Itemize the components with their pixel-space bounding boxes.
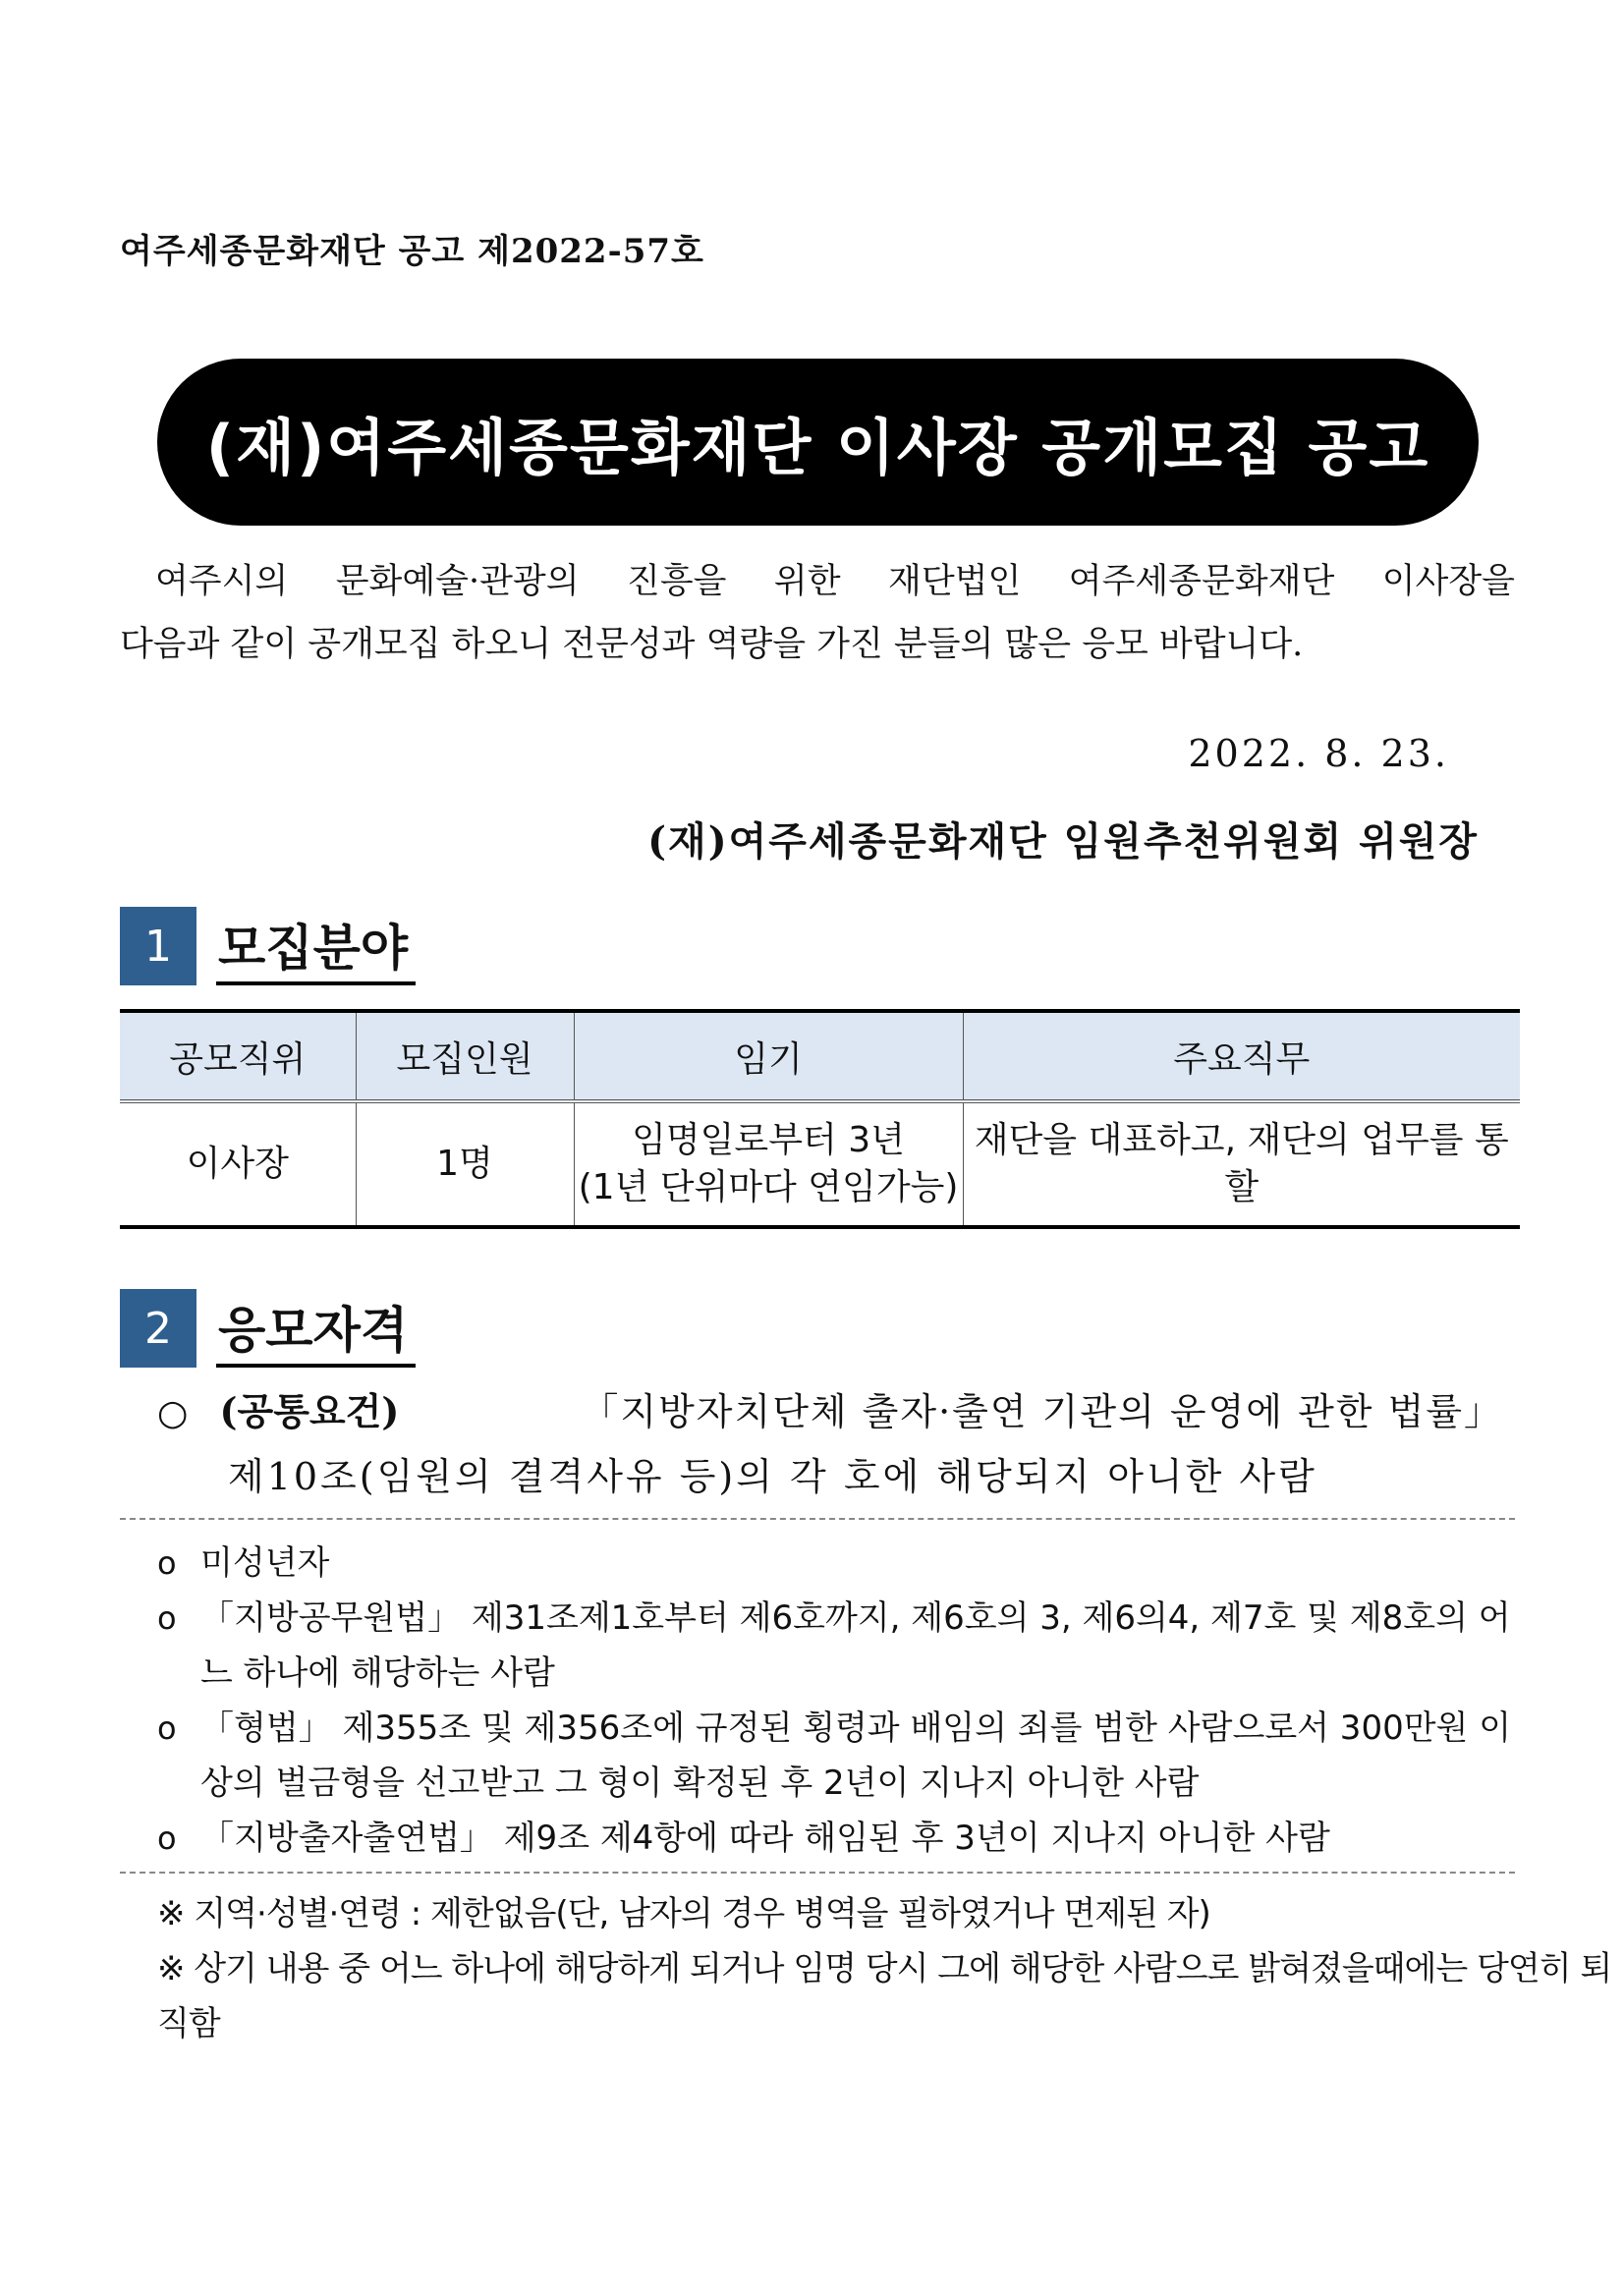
table-header-cell: 공모직위 (120, 1011, 356, 1101)
section-title: 응모자격 (216, 1289, 416, 1368)
list-item-text: 미성년자 (200, 1543, 330, 1583)
list-item-text: 「지방공무원법」 제31조제1호부터 제6호까지, 제6호의 3, 제6의4, 제7호 및 제8호의 어느 하나에 해당하는 사람 (200, 1598, 1511, 1693)
recruitment-table (120, 1009, 1520, 1229)
list-item-text: 「지방출자출연법」 제9조 제4항에 따라 해임된 후 3년이 지나지 아니한 사람 (200, 1819, 1330, 1858)
intro-paragraph (120, 550, 1515, 676)
position-cell: 이사장 (120, 1101, 356, 1227)
note-item: ※ 지역·성별·연령 : 제한없음(단, 남자의 경우 병역을 필하였거나 면제된 자) (157, 1894, 1210, 1933)
common-law: 「지방자치단체 출자·출연 기관의 운영에 관한 법률」 (581, 1390, 1503, 1433)
term-cell (574, 1101, 963, 1227)
table-header-cell: 모집인원 (356, 1011, 574, 1101)
intro-line-2: 다음과 같이 공개모집 하오니 전문성과 역량을 가진 분들의 많은 응모 바랍니다. (120, 625, 1304, 664)
disqualification-list (157, 1536, 1513, 1866)
bullet-icon: ο (157, 1544, 177, 1582)
intro-line-1: 여주시의 문화예술·관광의 진흥을 위한 재단법인 여주세종문화재단 이사장을 (155, 562, 1515, 601)
list-item (157, 1811, 1513, 1866)
note-item: ※ 상기 내용 중 어느 하나에 해당하게 되거나 임명 당시 그에 해당한 사람으로 밝혀졌을때에는 당연히 퇴직함 (157, 1949, 1612, 2044)
title-banner (157, 359, 1479, 526)
common-requirement (157, 1380, 1503, 1508)
list-item (157, 1701, 1513, 1811)
section-1-header (120, 907, 416, 985)
table-header-cell: 주요직무 (963, 1011, 1520, 1101)
notes (157, 1886, 1624, 2051)
common-line-2: 제10조(임원의 결격사유 등)의 각 호에 해당되지 아니한 사람 (228, 1455, 1317, 1498)
count-cell: 1명 (356, 1101, 574, 1227)
bullet-icon: ο (157, 1709, 177, 1747)
notice-number: 여주세종문화재단 공고 제2022-57호 (120, 232, 704, 271)
table-row (120, 1101, 1520, 1227)
section-2-header (120, 1289, 416, 1368)
circle-bullet-icon: ○ (157, 1393, 189, 1433)
table-header-row (120, 1011, 1520, 1101)
page-title: (재)여주세종문화재단 이사장 공개모집 공고 (205, 411, 1430, 483)
section-title: 모집분야 (216, 907, 416, 985)
list-item (157, 1591, 1513, 1701)
divider (120, 1518, 1515, 1520)
divider (120, 1872, 1515, 1874)
signature: (재)여주세종문화재단 임원추천위원회 위원장 (647, 818, 1479, 865)
term-line-2: (1년 단위마다 연임가능) (578, 1167, 959, 1207)
section-number: 1 (120, 907, 196, 985)
table-header-cell: 임기 (574, 1011, 963, 1101)
bullet-icon: ο (157, 1599, 177, 1637)
list-item (157, 1536, 1513, 1591)
duty-cell: 재단을 대표하고, 재단의 업무를 통할 (963, 1101, 1520, 1227)
notice-date: 2022. 8. 23. (1188, 732, 1449, 775)
list-item-text: 「형법」 제355조 및 제356조에 규정된 횡령과 배임의 죄를 범한 사람으로서 300만원 이상의 벌금형을 선고받고 그 형이 확정된 후 2년이 지나지 아니한 사람 (200, 1708, 1512, 1803)
common-label: (공통요건) (219, 1389, 400, 1433)
section-number: 2 (120, 1289, 196, 1368)
term-line-1: 임명일로부터 3년 (632, 1120, 905, 1160)
bullet-icon: ο (157, 1820, 177, 1857)
